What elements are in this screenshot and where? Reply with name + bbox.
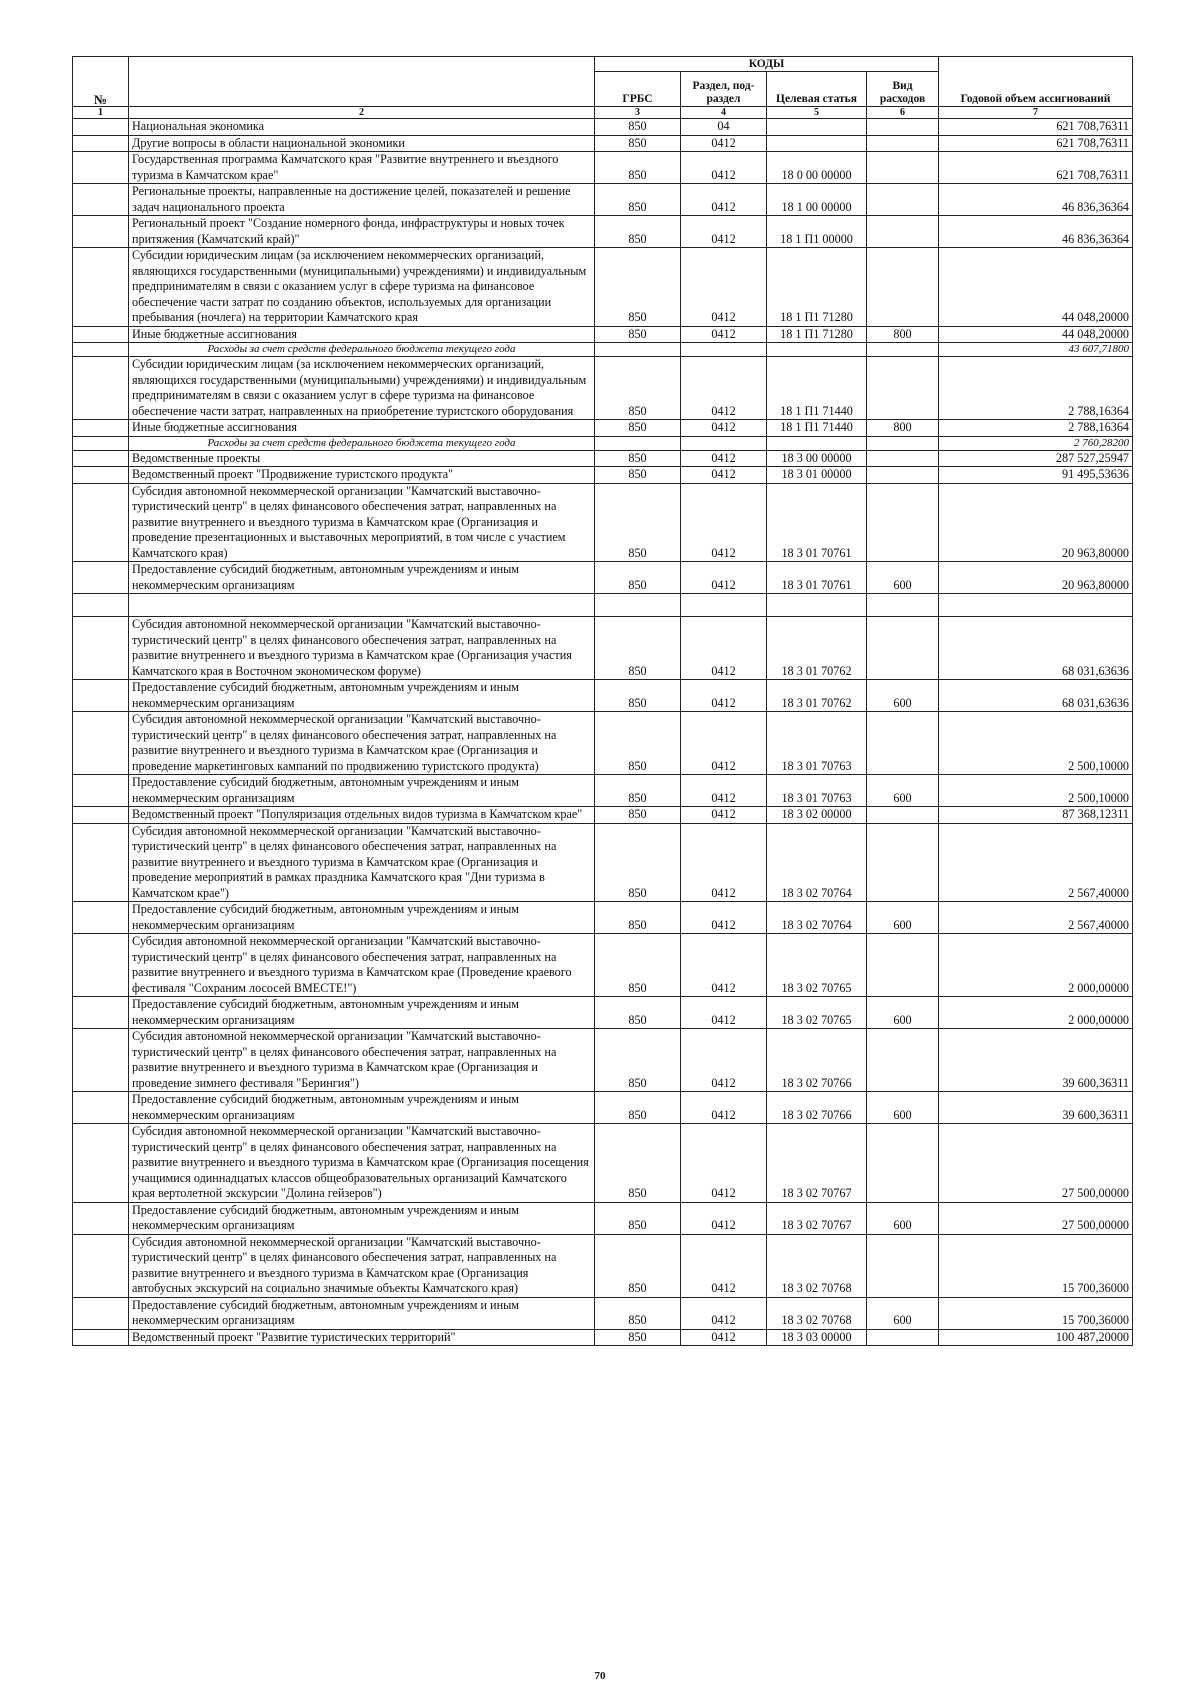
- target-article-code: 18 3 01 70761: [767, 483, 867, 562]
- grbs-code: 850: [595, 483, 681, 562]
- budget-row: [73, 680, 1133, 712]
- row-number-cell: [73, 934, 129, 997]
- expense-type-code: 600: [867, 1092, 939, 1124]
- item-name: Предоставление субсидий бюджетным, автономным учреждениям и иным некоммерческим организациям: [129, 902, 595, 934]
- target-article-code: 18 3 02 70766: [767, 1029, 867, 1092]
- budget-row: [73, 450, 1133, 467]
- spacer-cell: [129, 594, 595, 617]
- target-article-code: 18 3 02 70767: [767, 1202, 867, 1234]
- annual-volume: 15 700,36000: [939, 1234, 1133, 1297]
- grbs-code: 850: [595, 119, 681, 136]
- expense-type-code: [867, 248, 939, 327]
- target-article-code: 18 3 02 70764: [767, 902, 867, 934]
- column-index: 6: [867, 107, 939, 119]
- item-name: Ведомственный проект "Продвижение туристского продукта": [129, 467, 595, 484]
- spacer-cell: [939, 594, 1133, 617]
- grbs-code: 850: [595, 902, 681, 934]
- item-name: Иные бюджетные ассигнования: [129, 420, 595, 437]
- empty-code-cell: [681, 343, 767, 357]
- item-name: Государственная программа Камчатского края "Развитие внутреннего и въездного туризма в Камчатском крае": [129, 152, 595, 184]
- target-article-code: 18 3 03 00000: [767, 1329, 867, 1346]
- target-article-code: 18 3 02 00000: [767, 807, 867, 824]
- row-number-cell: [73, 807, 129, 824]
- target-article-code: 18 3 01 70763: [767, 775, 867, 807]
- annual-volume: 2 788,16364: [939, 420, 1133, 437]
- row-number-cell: [73, 343, 129, 357]
- budget-row: [73, 248, 1133, 327]
- budget-row: [73, 562, 1133, 594]
- grbs-code: 850: [595, 712, 681, 775]
- expense-type-code: [867, 467, 939, 484]
- target-article-code: 18 3 02 70768: [767, 1234, 867, 1297]
- expense-type-code: [867, 712, 939, 775]
- row-number-cell: [73, 1329, 129, 1346]
- target-article-code: 18 3 02 70765: [767, 997, 867, 1029]
- column-index: 2: [129, 107, 595, 119]
- row-number-cell: [73, 902, 129, 934]
- budget-row: [73, 357, 1133, 420]
- annual-volume: 46 836,36364: [939, 184, 1133, 216]
- budget-body: [73, 119, 1133, 1346]
- row-number-cell: [73, 562, 129, 594]
- item-name: Субсидии юридическим лицам (за исключением некоммерческих организаций, являющихся государственными (муниципальными) учреждениями) и индивидуальным предпринимателям в связи с оказанием услуг в сфере туризма на финансовое обеспечение части затрат, направленных на приобретение туристского оборудования: [129, 357, 595, 420]
- item-name: Иные бюджетные ассигнования: [129, 326, 595, 343]
- annual-volume: 68 031,63636: [939, 680, 1133, 712]
- budget-row: [73, 1092, 1133, 1124]
- row-number-cell: [73, 1202, 129, 1234]
- section-code: 0412: [681, 248, 767, 327]
- expense-type-code: [867, 119, 939, 136]
- row-number-cell: [73, 135, 129, 152]
- budget-row: [73, 483, 1133, 562]
- grbs-code: 850: [595, 216, 681, 248]
- row-number-cell: [73, 326, 129, 343]
- budget-row: [73, 775, 1133, 807]
- section-code: 0412: [681, 1029, 767, 1092]
- expense-type-code: [867, 1234, 939, 1297]
- section-code: 0412: [681, 562, 767, 594]
- expense-type-code: 600: [867, 1297, 939, 1329]
- grbs-code: 850: [595, 450, 681, 467]
- item-name: Субсидия автономной некоммерческой организации "Камчатский выставочно-туристический центр" в целях финансового обеспечения затрат, направленных на развитие внутреннего и въездного туризма в Камчатском крае (Организация участия Камчатского края в Восточном экономическом форуме): [129, 617, 595, 680]
- annual-volume: 2 500,10000: [939, 775, 1133, 807]
- annual-volume: 2 788,16364: [939, 357, 1133, 420]
- spacer-cell: [767, 594, 867, 617]
- section-code: 0412: [681, 712, 767, 775]
- annual-volume: 20 963,80000: [939, 562, 1133, 594]
- section-code: 0412: [681, 467, 767, 484]
- expense-type-code: [867, 1029, 939, 1092]
- row-number-cell: [73, 357, 129, 420]
- item-name: Предоставление субсидий бюджетным, автономным учреждениям и иным некоммерческим организациям: [129, 997, 595, 1029]
- annual-volume: 2 500,10000: [939, 712, 1133, 775]
- section-code: 0412: [681, 152, 767, 184]
- target-article-code: 18 1 00 00000: [767, 184, 867, 216]
- item-name: Субсидии юридическим лицам (за исключением некоммерческих организаций, являющихся государственными (муниципальными) учреждениями) и индивидуальным предпринимателям в связи с оказанием услуг в сфере туризма на финансовое обеспечение части затрат по созданию объектов, используемых для организации пребывания (ночлега) на территории Камчатского края: [129, 248, 595, 327]
- item-name: Субсидия автономной некоммерческой организации "Камчатский выставочно-туристический центр" в целях финансового обеспечения затрат, направленных на развитие внутреннего и въездного туризма в Камчатском крае (Организация и проведение маркетинговых кампаний по продвижению туристского продукта): [129, 712, 595, 775]
- column-index: 4: [681, 107, 767, 119]
- budget-row: [73, 1234, 1133, 1297]
- grbs-code: 850: [595, 562, 681, 594]
- grbs-code: 850: [595, 420, 681, 437]
- target-article-code: 18 1 П1 00000: [767, 216, 867, 248]
- expense-type-code: 600: [867, 997, 939, 1029]
- expense-type-code: 600: [867, 562, 939, 594]
- budget-row: [73, 617, 1133, 680]
- budget-row: [73, 1124, 1133, 1203]
- target-article-code: 18 3 02 70767: [767, 1124, 867, 1203]
- expense-type-code: 800: [867, 420, 939, 437]
- section-code: 0412: [681, 775, 767, 807]
- section-code: 0412: [681, 1297, 767, 1329]
- row-number-cell: [73, 216, 129, 248]
- budget-row: [73, 1202, 1133, 1234]
- federal-funds-row: [73, 343, 1133, 357]
- target-article-code: 18 3 02 70764: [767, 823, 867, 902]
- column-index: 7: [939, 107, 1133, 119]
- section-code: 0412: [681, 216, 767, 248]
- budget-row: [73, 326, 1133, 343]
- row-number-cell: [73, 1234, 129, 1297]
- budget-row: [73, 997, 1133, 1029]
- annual-volume: 2 567,40000: [939, 902, 1133, 934]
- annual-volume: 15 700,36000: [939, 1297, 1133, 1329]
- row-number-cell: [73, 712, 129, 775]
- target-article-code: 18 3 00 00000: [767, 450, 867, 467]
- budget-row: [73, 712, 1133, 775]
- grbs-code: 850: [595, 1329, 681, 1346]
- item-name: Предоставление субсидий бюджетным, автономным учреждениям и иным некоммерческим организациям: [129, 680, 595, 712]
- column-index-row: [73, 107, 1133, 119]
- grbs-code: 850: [595, 152, 681, 184]
- column-index: 1: [73, 107, 129, 119]
- expense-type-code: [867, 934, 939, 997]
- annual-volume: 20 963,80000: [939, 483, 1133, 562]
- annual-volume: 68 031,63636: [939, 617, 1133, 680]
- expense-type-code: [867, 1124, 939, 1203]
- annual-volume: 2 000,00000: [939, 934, 1133, 997]
- target-article-code: 18 3 02 70766: [767, 1092, 867, 1124]
- target-article-code: 18 3 01 00000: [767, 467, 867, 484]
- header-target: Целевая статья: [767, 72, 867, 107]
- target-article-code: 18 0 00 00000: [767, 152, 867, 184]
- federal-funds-label: Расходы за счет средств федерального бюджета текущего года: [129, 436, 595, 450]
- budget-row: [73, 934, 1133, 997]
- budget-row: [73, 1029, 1133, 1092]
- item-name: Субсидия автономной некоммерческой организации "Камчатский выставочно-туристический центр" в целях финансового обеспечения затрат, направленных на развитие внутреннего и въездного туризма в Камчатском крае (Организация и проведение презентационных и выставочных мероприятий, в том числе с участием Камчатского края): [129, 483, 595, 562]
- grbs-code: 850: [595, 357, 681, 420]
- row-number-cell: [73, 1297, 129, 1329]
- header-volume: Годовой объем ассигнований: [939, 57, 1133, 107]
- target-article-code: [767, 119, 867, 136]
- annual-volume: 46 836,36364: [939, 216, 1133, 248]
- target-article-code: 18 3 01 70762: [767, 617, 867, 680]
- federal-funds-amount: 43 607,71800: [939, 343, 1133, 357]
- expense-type-code: [867, 1329, 939, 1346]
- annual-volume: 27 500,00000: [939, 1124, 1133, 1203]
- target-article-code: 18 3 01 70761: [767, 562, 867, 594]
- budget-row: [73, 135, 1133, 152]
- row-number-cell: [73, 823, 129, 902]
- row-number-cell: [73, 1092, 129, 1124]
- budget-row: [73, 823, 1133, 902]
- expense-type-code: [867, 216, 939, 248]
- expense-type-code: 600: [867, 775, 939, 807]
- target-article-code: 18 1 П1 71280: [767, 248, 867, 327]
- column-index: 5: [767, 107, 867, 119]
- section-code: 0412: [681, 1092, 767, 1124]
- row-number-cell: [73, 775, 129, 807]
- grbs-code: 850: [595, 1297, 681, 1329]
- annual-volume: 91 495,53636: [939, 467, 1133, 484]
- annual-volume: 2 000,00000: [939, 997, 1133, 1029]
- grbs-code: 850: [595, 1202, 681, 1234]
- spacer-cell: [73, 594, 129, 617]
- target-article-code: 18 3 01 70763: [767, 712, 867, 775]
- spacer-row: [73, 594, 1133, 617]
- target-article-code: 18 3 02 70768: [767, 1297, 867, 1329]
- expense-type-code: [867, 184, 939, 216]
- empty-code-cell: [867, 343, 939, 357]
- header-row-top: [73, 57, 1133, 72]
- section-code: 04: [681, 119, 767, 136]
- budget-row: [73, 807, 1133, 824]
- item-name: Предоставление субсидий бюджетным, автономным учреждениям и иным некоммерческим организациям: [129, 775, 595, 807]
- section-code: 0412: [681, 357, 767, 420]
- header-grbs: ГРБС: [595, 72, 681, 107]
- empty-code-cell: [767, 436, 867, 450]
- item-name: Другие вопросы в области национальной экономики: [129, 135, 595, 152]
- annual-volume: 621 708,76311: [939, 135, 1133, 152]
- row-number-cell: [73, 467, 129, 484]
- section-code: 0412: [681, 807, 767, 824]
- expense-type-code: [867, 450, 939, 467]
- grbs-code: 850: [595, 135, 681, 152]
- grbs-code: 850: [595, 775, 681, 807]
- row-number-cell: [73, 420, 129, 437]
- spacer-cell: [595, 594, 681, 617]
- section-code: 0412: [681, 902, 767, 934]
- row-number-cell: [73, 1124, 129, 1203]
- federal-funds-row: [73, 436, 1133, 450]
- annual-volume: 87 368,12311: [939, 807, 1133, 824]
- grbs-code: 850: [595, 997, 681, 1029]
- item-name: Региональный проект "Создание номерного фонда, инфраструктуры и новых точек притяжения (Камчатский край)": [129, 216, 595, 248]
- item-name: Предоставление субсидий бюджетным, автономным учреждениям и иным некоммерческим организациям: [129, 1092, 595, 1124]
- section-code: 0412: [681, 1124, 767, 1203]
- section-code: 0412: [681, 823, 767, 902]
- row-number-cell: [73, 119, 129, 136]
- item-name: Предоставление субсидий бюджетным, автономным учреждениям и иным некоммерческим организациям: [129, 562, 595, 594]
- section-code: 0412: [681, 420, 767, 437]
- budget-row: [73, 184, 1133, 216]
- target-article-code: 18 3 02 70765: [767, 934, 867, 997]
- row-number-cell: [73, 997, 129, 1029]
- budget-row: [73, 902, 1133, 934]
- grbs-code: 850: [595, 807, 681, 824]
- row-number-cell: [73, 248, 129, 327]
- section-code: 0412: [681, 326, 767, 343]
- expense-type-code: [867, 823, 939, 902]
- grbs-code: 850: [595, 467, 681, 484]
- budget-sheet: [72, 56, 1132, 1346]
- section-code: 0412: [681, 135, 767, 152]
- budget-table: [72, 56, 1133, 1346]
- row-number-cell: [73, 617, 129, 680]
- row-number-cell: [73, 483, 129, 562]
- section-code: 0412: [681, 680, 767, 712]
- expense-type-code: [867, 807, 939, 824]
- grbs-code: 850: [595, 1092, 681, 1124]
- annual-volume: 44 048,20000: [939, 326, 1133, 343]
- item-name: Субсидия автономной некоммерческой организации "Камчатский выставочно-туристический центр" в целях финансового обеспечения затрат, направленных на развитие внутреннего и въездного туризма в Камчатском крае (Организация и проведение мероприятий в рамках праздника Камчатского края "Дни туризма в Камчатском крае"): [129, 823, 595, 902]
- annual-volume: 39 600,36311: [939, 1092, 1133, 1124]
- row-number-cell: [73, 450, 129, 467]
- item-name: Предоставление субсидий бюджетным, автономным учреждениям и иным некоммерческим организациям: [129, 1202, 595, 1234]
- annual-volume: 100 487,20000: [939, 1329, 1133, 1346]
- annual-volume: 621 708,76311: [939, 119, 1133, 136]
- item-name: Субсидия автономной некоммерческой организации "Камчатский выставочно-туристический центр" в целях финансового обеспечения затрат, направленных на развитие внутреннего и въездного туризма в Камчатском крае (Организация автобусных экскурсий на социально значимые объекты Камчатского края): [129, 1234, 595, 1297]
- annual-volume: 621 708,76311: [939, 152, 1133, 184]
- empty-code-cell: [681, 436, 767, 450]
- annual-volume: 287 527,25947: [939, 450, 1133, 467]
- item-name: Ведомственные проекты: [129, 450, 595, 467]
- item-name: Предоставление субсидий бюджетным, автономным учреждениям и иным некоммерческим организациям: [129, 1297, 595, 1329]
- item-name: Субсидия автономной некоммерческой организации "Камчатский выставочно-туристический центр" в целях финансового обеспечения затрат, направленных на развитие внутреннего и въездного туризма в Камчатском крае (Организация посещения учащимися одиннадцатых классов общеобразовательных организаций Камчатского края вертолетной экскурсии "Долина гейзеров"): [129, 1124, 595, 1203]
- row-number-cell: [73, 680, 129, 712]
- budget-row: [73, 467, 1133, 484]
- grbs-code: 850: [595, 680, 681, 712]
- spacer-cell: [681, 594, 767, 617]
- row-number-cell: [73, 1029, 129, 1092]
- expense-type-code: 600: [867, 1202, 939, 1234]
- expense-type-code: [867, 617, 939, 680]
- annual-volume: 27 500,00000: [939, 1202, 1133, 1234]
- section-code: 0412: [681, 483, 767, 562]
- target-article-code: 18 3 01 70762: [767, 680, 867, 712]
- item-name: Региональные проекты, направленные на достижение целей, показателей и решение задач национального проекта: [129, 184, 595, 216]
- empty-code-cell: [867, 436, 939, 450]
- row-number-cell: [73, 152, 129, 184]
- grbs-code: 850: [595, 1124, 681, 1203]
- grbs-code: 850: [595, 326, 681, 343]
- section-code: 0412: [681, 1329, 767, 1346]
- budget-row: [73, 1297, 1133, 1329]
- grbs-code: 850: [595, 248, 681, 327]
- header-codes: КОДЫ: [595, 57, 939, 72]
- item-name: Национальная экономика: [129, 119, 595, 136]
- expense-type-code: 600: [867, 902, 939, 934]
- target-article-code: 18 1 П1 71440: [767, 357, 867, 420]
- empty-code-cell: [595, 343, 681, 357]
- column-index: 3: [595, 107, 681, 119]
- section-code: 0412: [681, 934, 767, 997]
- section-code: 0412: [681, 450, 767, 467]
- row-number-cell: [73, 436, 129, 450]
- budget-row: [73, 1329, 1133, 1346]
- page-number: 70: [594, 1670, 606, 1682]
- annual-volume: 2 567,40000: [939, 823, 1133, 902]
- grbs-code: 850: [595, 617, 681, 680]
- section-code: 0412: [681, 1234, 767, 1297]
- expense-type-code: 800: [867, 326, 939, 343]
- empty-code-cell: [595, 436, 681, 450]
- spacer-cell: [867, 594, 939, 617]
- empty-code-cell: [767, 343, 867, 357]
- expense-type-code: 600: [867, 680, 939, 712]
- annual-volume: 44 048,20000: [939, 248, 1133, 327]
- target-article-code: 18 1 П1 71440: [767, 420, 867, 437]
- budget-row: [73, 216, 1133, 248]
- item-name: Ведомственный проект "Развитие туристических территорий": [129, 1329, 595, 1346]
- row-number-cell: [73, 184, 129, 216]
- grbs-code: 850: [595, 934, 681, 997]
- item-name: Субсидия автономной некоммерческой организации "Камчатский выставочно-туристический центр" в целях финансового обеспечения затрат, направленных на развитие внутреннего и въездного туризма в Камчатском крае (Организация и проведение зимнего фестиваля "Берингия"): [129, 1029, 595, 1092]
- section-code: 0412: [681, 997, 767, 1029]
- section-code: 0412: [681, 617, 767, 680]
- federal-funds-amount: 2 760,28200: [939, 436, 1133, 450]
- target-article-code: 18 1 П1 71280: [767, 326, 867, 343]
- budget-row: [73, 119, 1133, 136]
- expense-type-code: [867, 483, 939, 562]
- header-no: №: [73, 57, 129, 107]
- grbs-code: 850: [595, 823, 681, 902]
- budget-row: [73, 420, 1133, 437]
- expense-type-code: [867, 357, 939, 420]
- header-name: [129, 57, 595, 107]
- annual-volume: 39 600,36311: [939, 1029, 1133, 1092]
- expense-type-code: [867, 135, 939, 152]
- grbs-code: 850: [595, 1029, 681, 1092]
- header-exp-type: Вид расходов: [867, 72, 939, 107]
- federal-funds-label: Расходы за счет средств федерального бюджета текущего года: [129, 343, 595, 357]
- grbs-code: 850: [595, 1234, 681, 1297]
- section-code: 0412: [681, 1202, 767, 1234]
- item-name: Субсидия автономной некоммерческой организации "Камчатский выставочно-туристический центр" в целях финансового обеспечения затрат, направленных на развитие внутреннего и въездного туризма в Камчатском крае (Проведение краевого фестиваля "Сохраним лососей ВМЕСТЕ!"): [129, 934, 595, 997]
- section-code: 0412: [681, 184, 767, 216]
- header-section: Раздел, под- раздел: [681, 72, 767, 107]
- budget-row: [73, 152, 1133, 184]
- grbs-code: 850: [595, 184, 681, 216]
- expense-type-code: [867, 152, 939, 184]
- item-name: Ведомственный проект "Популяризация отдельных видов туризма в Камчатском крае": [129, 807, 595, 824]
- target-article-code: [767, 135, 867, 152]
